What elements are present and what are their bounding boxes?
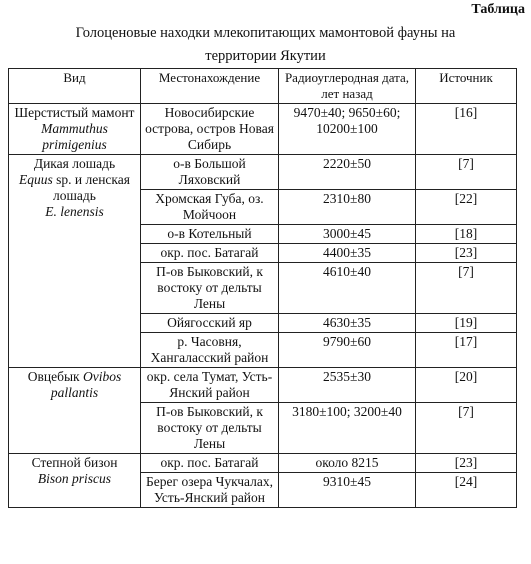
location-cell: окр. села Тумат, Усть-Янский район bbox=[141, 368, 279, 403]
location-cell: р. Часовня, Хангаласский район bbox=[141, 333, 279, 368]
species-cell bbox=[9, 155, 141, 368]
location-cell: Ойягосский яр bbox=[141, 314, 279, 333]
species-latin: Bison priscus bbox=[37, 471, 112, 486]
source-cell: [22] bbox=[416, 190, 517, 225]
date-cell: 4400±35 bbox=[279, 244, 416, 263]
species-latin-2: E. lenensis bbox=[45, 204, 104, 219]
source-cell: [23] bbox=[416, 244, 517, 263]
source-cell: [23] bbox=[416, 454, 517, 473]
source-cell: [24] bbox=[416, 473, 517, 508]
location-cell: окр. пос. Батагай bbox=[141, 454, 279, 473]
source-cell: [18] bbox=[416, 225, 517, 244]
header-species: Вид bbox=[9, 69, 141, 104]
date-cell: около 8215 bbox=[279, 454, 416, 473]
species-name-cont: sp. и ленская лошадь bbox=[53, 172, 130, 203]
table-row bbox=[9, 368, 517, 403]
date-cell: 3000±45 bbox=[279, 225, 416, 244]
species-name: Овцебык bbox=[27, 369, 80, 384]
table-row bbox=[9, 454, 517, 473]
header-location: Местонахождение bbox=[141, 69, 279, 104]
source-cell: [19] bbox=[416, 314, 517, 333]
table-title bbox=[0, 22, 531, 68]
header-source: Источник bbox=[416, 69, 517, 104]
date-cell: 9470±40; 9650±60; 10200±100 bbox=[279, 104, 416, 155]
source-cell: [20] bbox=[416, 368, 517, 403]
species-cell bbox=[9, 368, 141, 454]
date-cell: 9790±60 bbox=[279, 333, 416, 368]
location-cell: Хромская Губа, оз. Мойчоон bbox=[141, 190, 279, 225]
table-label: Таблица bbox=[471, 2, 525, 17]
table-row bbox=[9, 155, 517, 190]
date-cell: 3180±100; 3200±40 bbox=[279, 403, 416, 454]
date-cell: 2310±80 bbox=[279, 190, 416, 225]
species-latin: Equus bbox=[19, 172, 53, 187]
species-cell bbox=[9, 454, 141, 508]
date-cell: 9310±45 bbox=[279, 473, 416, 508]
location-cell: о-в Котельный bbox=[141, 225, 279, 244]
source-cell: [7] bbox=[416, 155, 517, 190]
header-row bbox=[9, 69, 517, 104]
table-row bbox=[9, 104, 517, 155]
source-cell: [17] bbox=[416, 333, 517, 368]
species-name: Шерстистый мамонт bbox=[14, 105, 135, 120]
location-cell: П-ов Быковский, к востоку от дельты Лены bbox=[141, 263, 279, 314]
location-cell: Новосибирские острова, остров Новая Сибирь bbox=[141, 104, 279, 155]
source-cell: [7] bbox=[416, 263, 517, 314]
table-title-line-2: территории Якутии bbox=[205, 48, 326, 64]
species-cell bbox=[9, 104, 141, 155]
location-cell: Берег озера Чукчалах, Усть-Янский район bbox=[141, 473, 279, 508]
header-date: Радиоуглеродная дата, лет назад bbox=[279, 69, 416, 104]
date-cell: 2535±30 bbox=[279, 368, 416, 403]
date-cell: 4630±35 bbox=[279, 314, 416, 333]
source-cell: [16] bbox=[416, 104, 517, 155]
species-latin: Mammuthus primigenius bbox=[41, 121, 108, 152]
location-cell: о-в Большой Ляховский bbox=[141, 155, 279, 190]
location-cell: П-ов Быковский, к востоку от дельты Лены bbox=[141, 403, 279, 454]
data-table bbox=[8, 68, 517, 508]
source-cell: [7] bbox=[416, 403, 517, 454]
date-cell: 2220±50 bbox=[279, 155, 416, 190]
table-title-line-1: Голоценовые находки млекопитающих мамонтовой фауны на bbox=[75, 25, 456, 41]
species-latin: Ovibos pallantis bbox=[50, 369, 122, 400]
date-cell: 4610±40 bbox=[279, 263, 416, 314]
location-cell: окр. пос. Батагай bbox=[141, 244, 279, 263]
species-name: Степной бизон bbox=[31, 455, 118, 470]
species-name: Дикая лошадь bbox=[33, 156, 116, 171]
